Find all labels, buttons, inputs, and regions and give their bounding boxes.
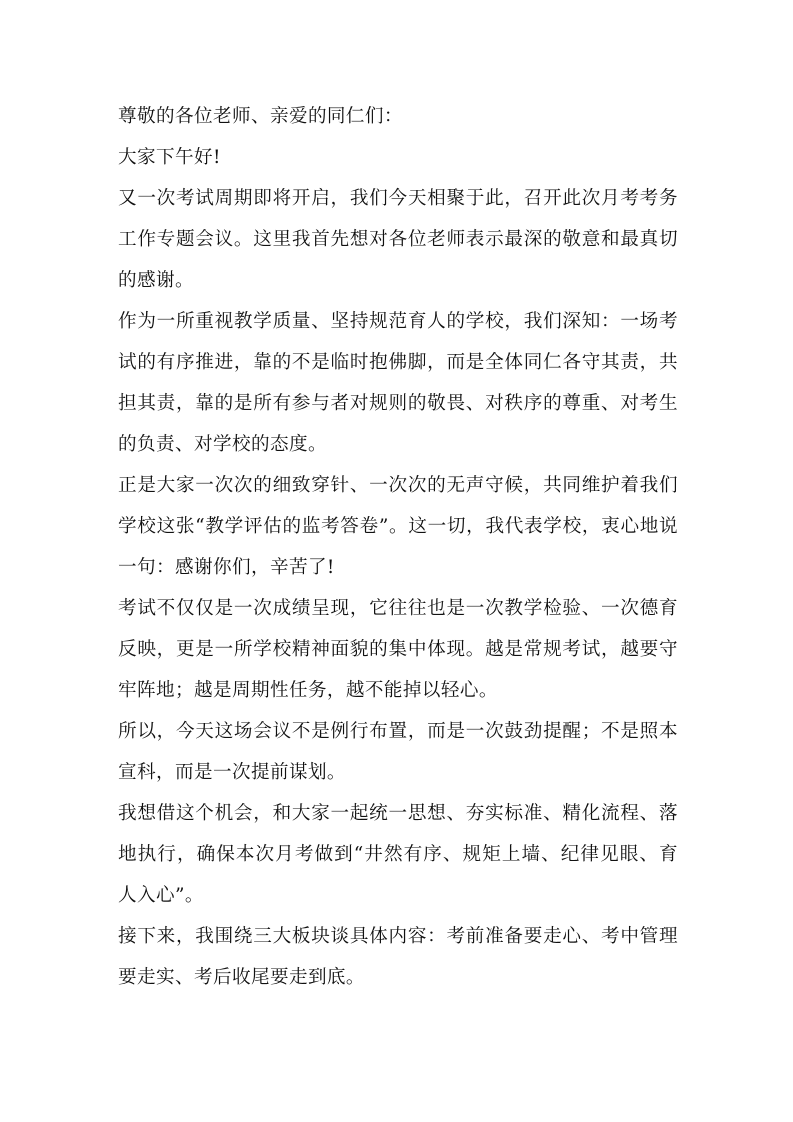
paragraph-9: 接下来，我围绕三大板块谈具体内容：考前准备要走心、考中管理要走实、考后收尾要走到底。 bbox=[118, 926, 678, 988]
paragraph-7: 所以，今天这场会议不是例行布置，而是一次鼓劲提醒；不是照本宣科，而是一次提前谋划。 bbox=[118, 721, 678, 783]
paragraph-salutation: 尊敬的各位老师、亲爱的同仁们： bbox=[118, 106, 403, 127]
paragraph-3: 又一次考试周期即将开启，我们今天相聚于此，召开此次月考考务工作专题会议。这里我首先想对各位老师表示最深的敬意和最真切的感谢。 bbox=[118, 188, 678, 291]
paragraph-5: 正是大家一次次的细致穿针、一次次的无声守候，共同维护着我们学校这张“教学评估的监考答卷”。这一切，我代表学校，衷心地说一句：感谢你们，辛苦了! bbox=[118, 475, 678, 578]
paragraph-6: 考试不仅仅是一次成绩呈现，它往往也是一次教学检验、一次德育反映，更是一所学校精神面貌的集中体现。越是常规考试，越要守牢阵地；越是周期性任务，越不能掉以轻心。 bbox=[118, 598, 678, 701]
paragraph-4: 作为一所重视教学质量、坚持规范育人的学校，我们深知：一场考试的有序推进，靠的不是临时抱佛脚，而是全体同仁各守其责，共担其责，靠的是所有参与者对规则的敬畏、对秩序的尊重、对考生的负责、对学校的态度。 bbox=[118, 311, 678, 455]
paragraph-greeting: 大家下午好! bbox=[118, 147, 221, 168]
document-body bbox=[118, 96, 678, 998]
paragraph-8: 我想借这个机会，和大家一起统一思想、夯实标准、精化流程、落地执行，确保本次月考做到“井然有序、规矩上墙、纪律见眼、育人入心”。 bbox=[118, 803, 678, 906]
